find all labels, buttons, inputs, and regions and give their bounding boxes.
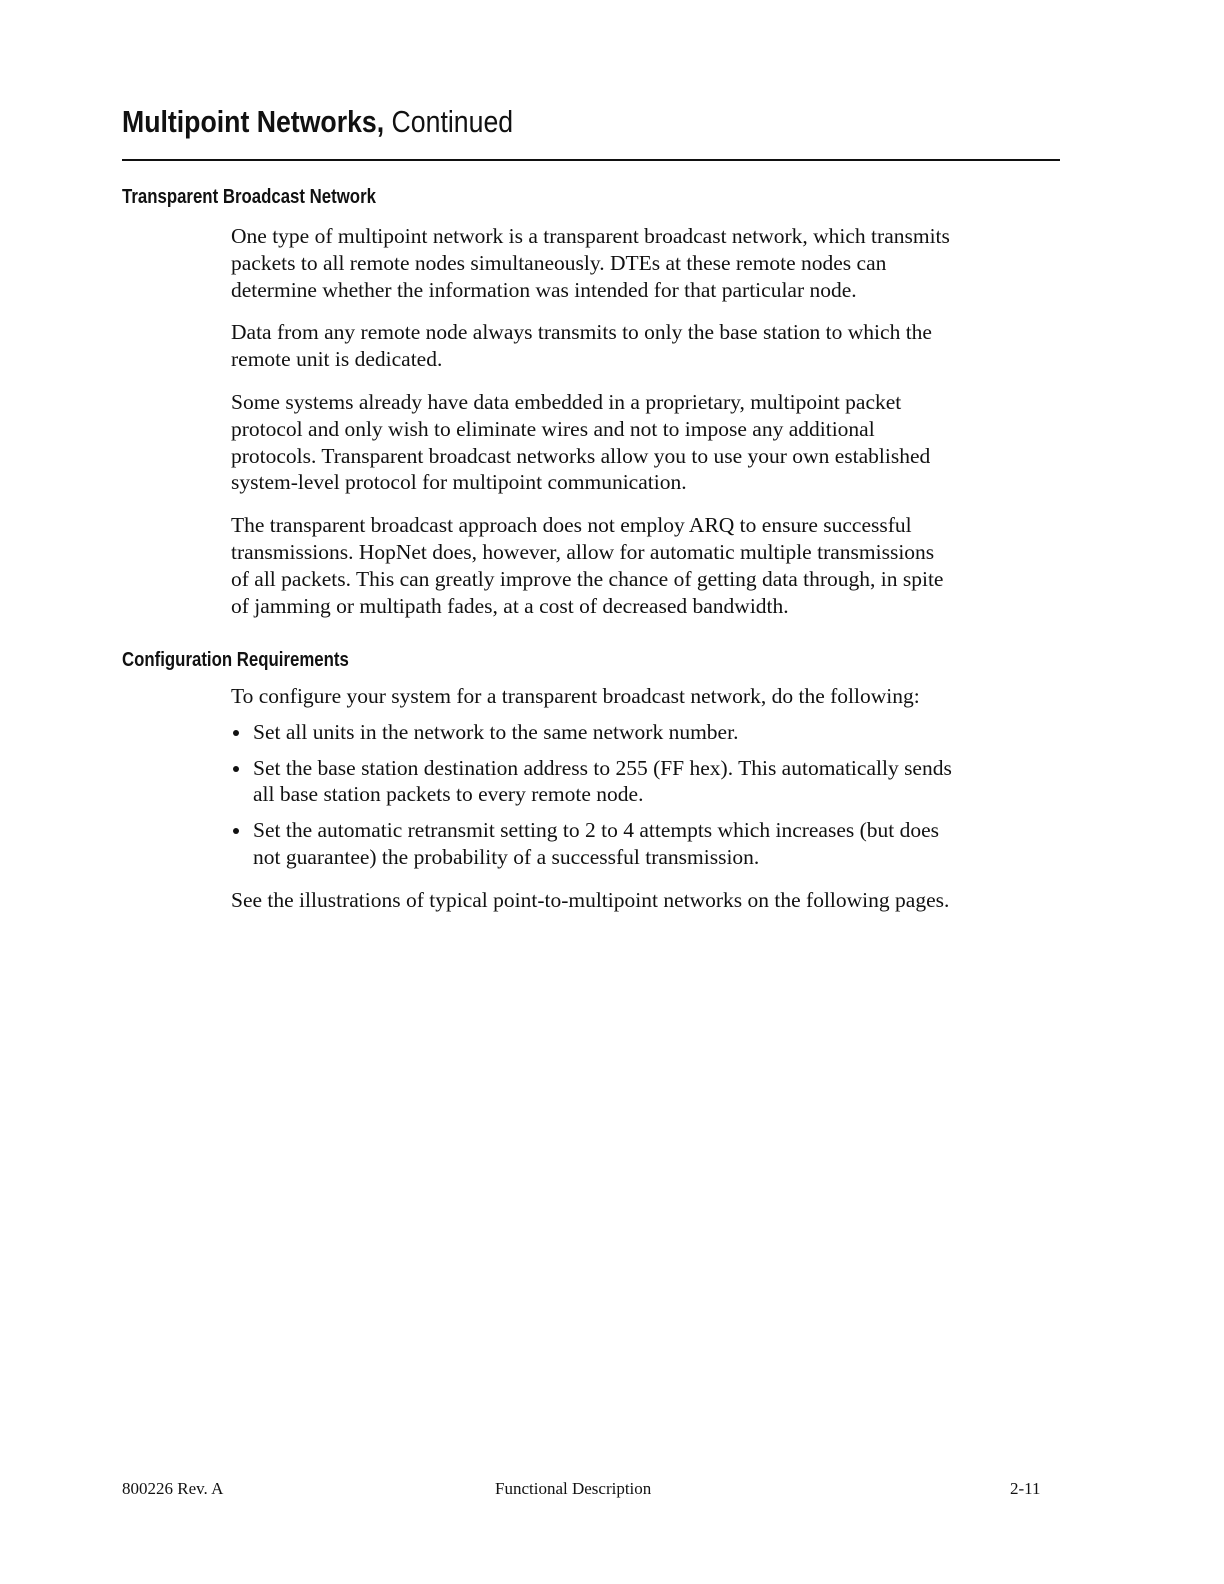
section1-body <box>231 223 950 635</box>
text-line: Set all units in the network to the same network number. <box>253 719 739 744</box>
paragraph <box>231 512 950 619</box>
text-line: One type of multipoint network is a transparent broadcast network, which transmits <box>231 224 950 248</box>
text-line: of jamming or multipath fades, at a cost of decreased bandwidth. <box>231 593 789 618</box>
intro-paragraph: To configure your system for a transparent broadcast network, do the following: <box>231 684 920 708</box>
text-line: remote unit is dedicated. <box>231 347 443 372</box>
bullet-item <box>231 719 952 746</box>
text-line: protocols. Transparent broadcast networks allow you to use your own established <box>231 443 931 468</box>
section-heading-configuration: Configuration Requirements <box>122 649 349 671</box>
text-line: packets to all remote nodes simultaneously. DTEs at these remote nodes can <box>231 250 887 275</box>
footer-page-number: 2-11 <box>1010 1479 1041 1498</box>
text-line: Set the automatic retransmit setting to 2 to 4 attempts which increases (but does <box>253 818 940 843</box>
page-title: Multipoint Networks, Continued <box>122 104 514 139</box>
bullet-item <box>231 817 952 871</box>
bullet-item <box>231 755 952 809</box>
text-line: Data from any remote node always transmits to only the base station to which the <box>231 320 932 345</box>
text-line: determine whether the information was intended for that particular node. <box>231 277 857 302</box>
text-line: The transparent broadcast approach does not employ ARQ to ensure successful <box>231 513 912 538</box>
footer-doc-number: 800226 Rev. A <box>122 1479 224 1498</box>
text-line: Some systems already have data embedded in a proprietary, multipoint packet <box>231 389 902 414</box>
text-line: transmissions. HopNet does, however, allow for automatic multiple transmissions <box>231 539 935 564</box>
bullet-icon <box>233 766 239 772</box>
text-line: protocol and only wish to eliminate wires and not to impose any additional <box>231 416 875 441</box>
text-line: all base station packets to every remote node. <box>253 782 644 807</box>
paragraph <box>231 389 950 496</box>
section-heading-transparent-broadcast: Transparent Broadcast Network <box>122 186 376 208</box>
text-line: system-level protocol for multipoint communication. <box>231 470 687 495</box>
text-line: Set the base station destination address to 255 (FF hex). This automatically sends <box>253 755 952 780</box>
title-rule <box>122 159 1060 161</box>
section2-body <box>231 683 952 930</box>
text-line: not guarantee) the probability of a successful transmission. <box>253 844 760 869</box>
paragraph <box>231 319 950 373</box>
text-line: of all packets. This can greatly improve the chance of getting data through, in spite <box>231 566 944 591</box>
footer-chapter: Functional Description <box>495 1479 652 1498</box>
bullet-icon <box>233 730 239 736</box>
closing-paragraph: See the illustrations of typical point-to-multipoint networks on the following pages. <box>231 887 950 912</box>
paragraph <box>231 223 950 303</box>
bullet-icon <box>233 828 239 834</box>
